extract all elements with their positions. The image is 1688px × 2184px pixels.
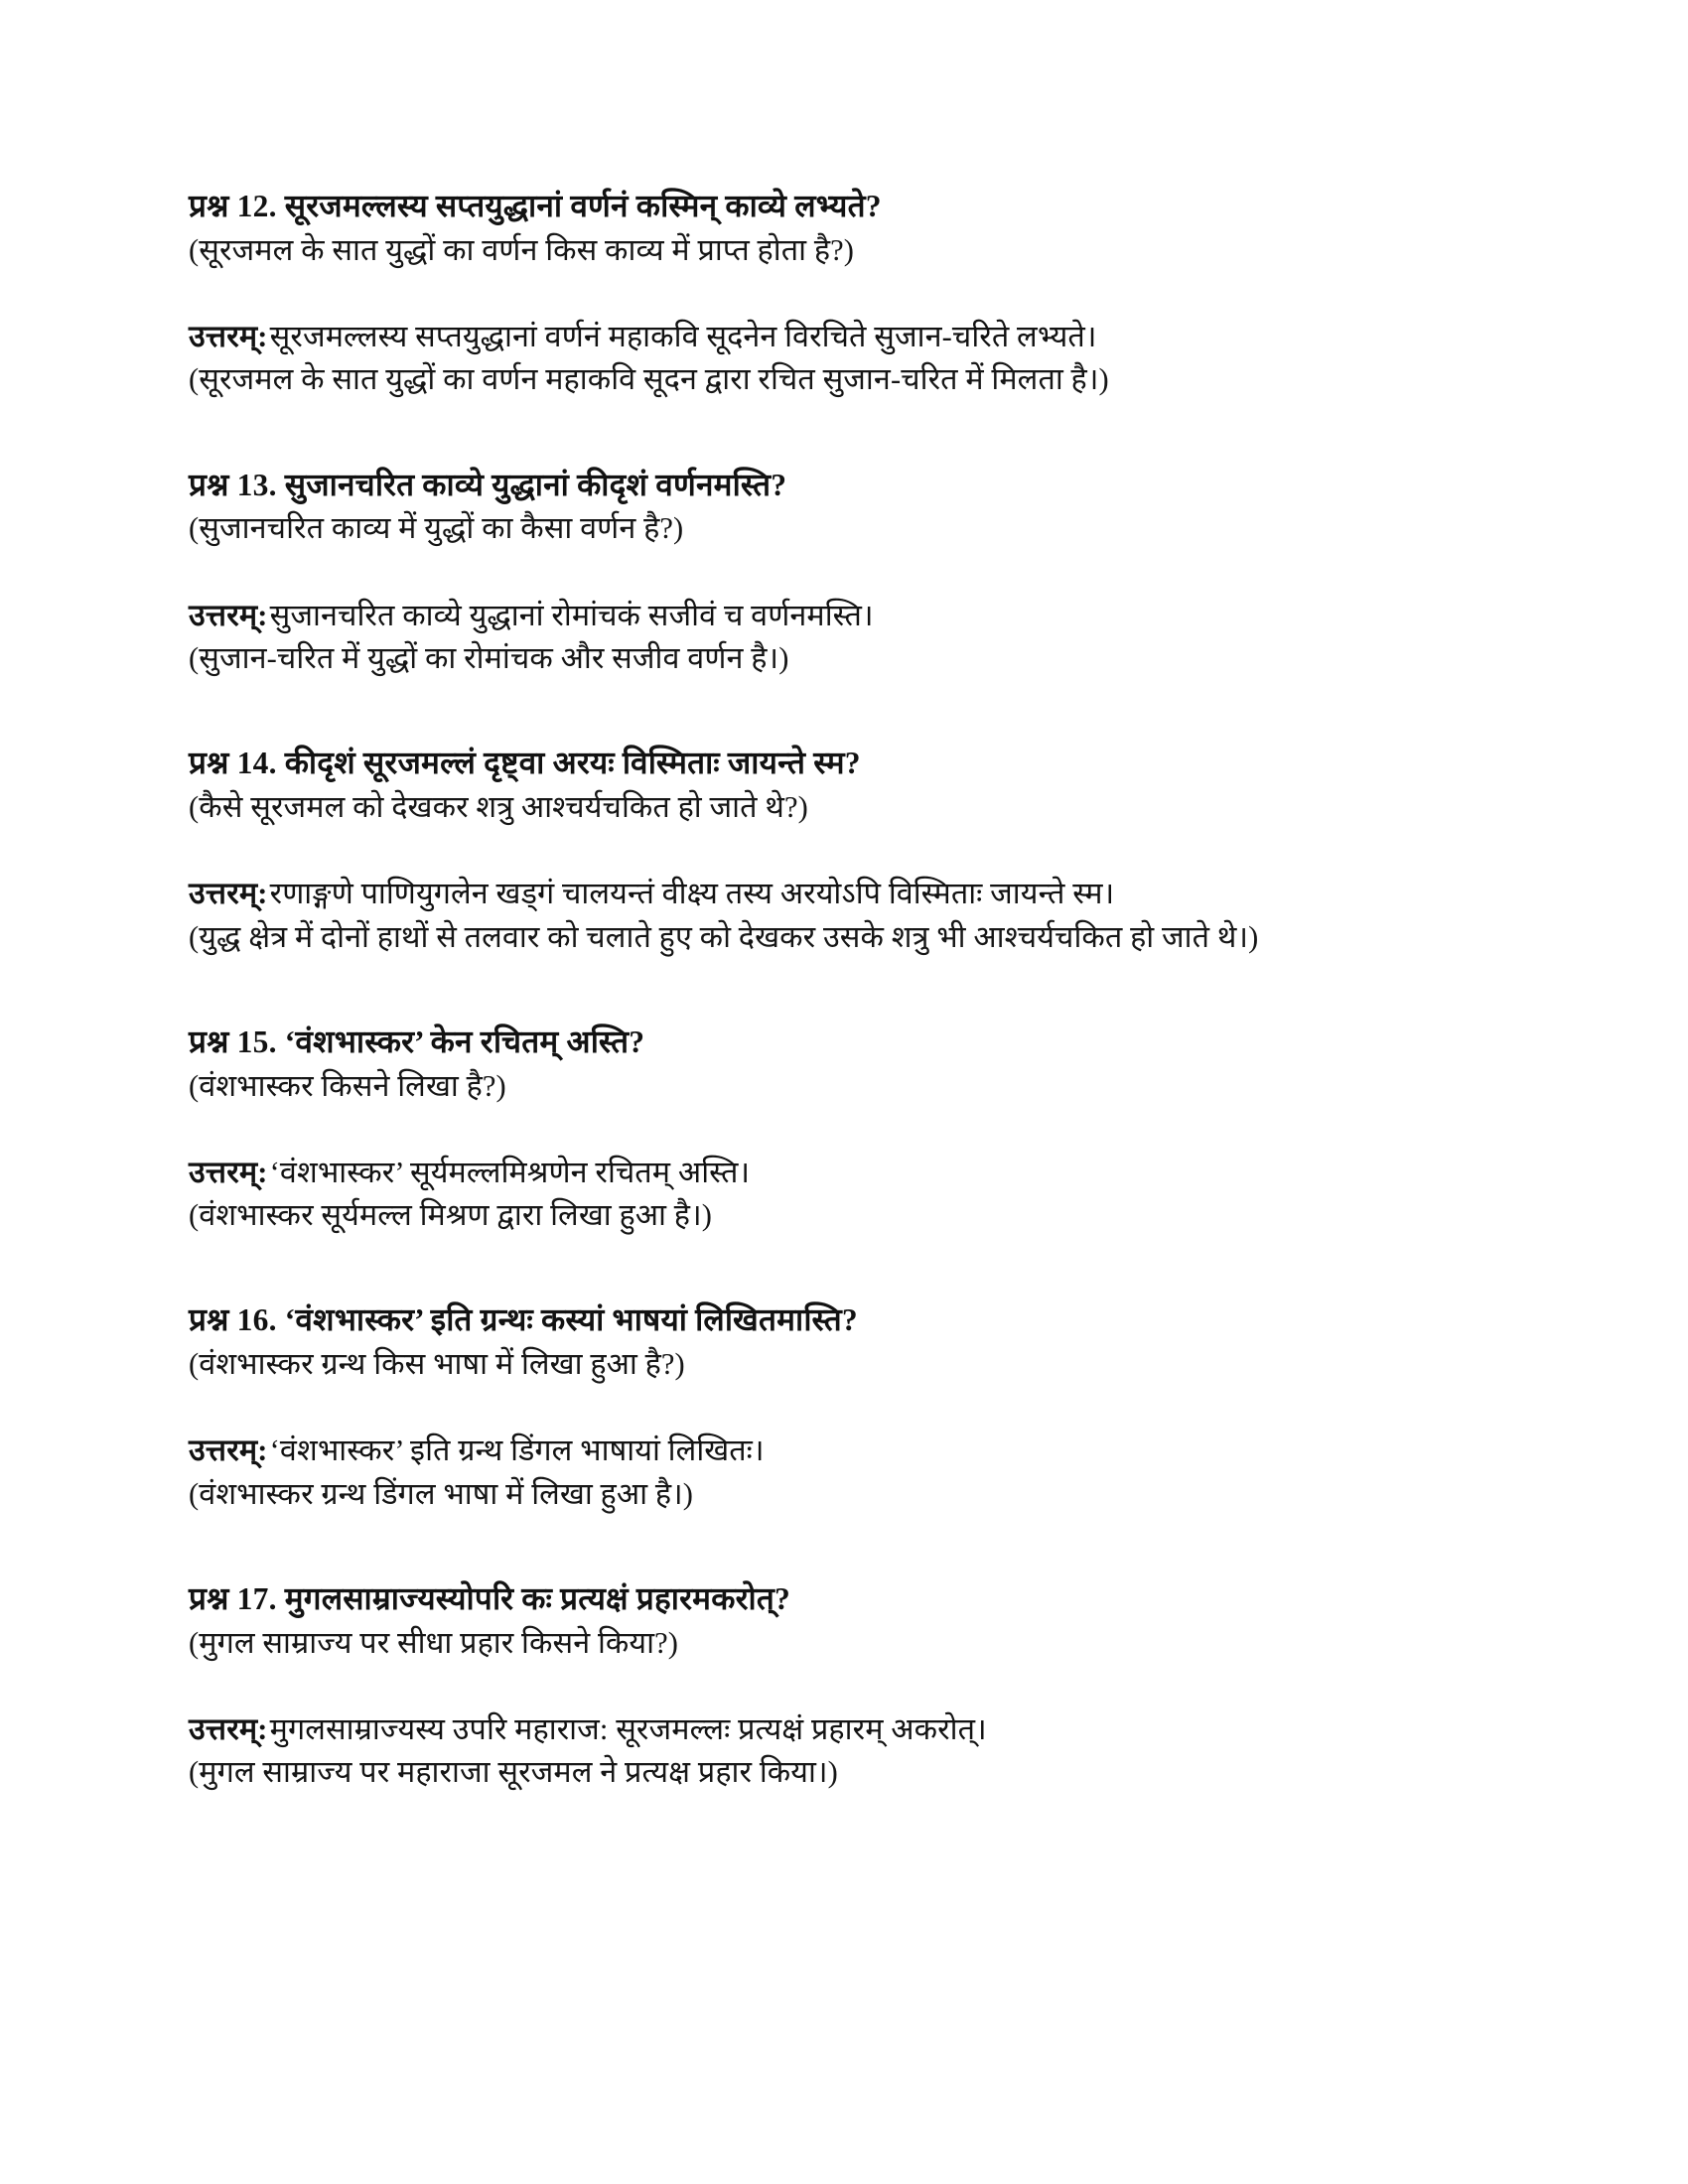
answer-translation: (युद्ध क्षेत्र में दोनों हाथों से तलवार को चलाते हुए को देखकर उसके शत्रु भी आश्चर्यचकित हो जाते थे।) [189,919,1259,954]
answer-translation: (सुजान-चरित में युद्धों का रोमांचक और सजीव वर्णन है।) [189,640,789,675]
answer-line [189,1430,1509,1472]
answer-translation: (वंशभास्कर सूर्यमल्ल मिश्रण द्वारा लिखा हुआ है।) [189,1198,712,1233]
answer-group [189,316,1509,402]
question-group [189,464,1509,551]
question-group [189,185,1509,272]
qa-block [189,1021,1509,1238]
question-group [189,1021,1509,1108]
answer-line [189,316,1509,358]
answer-line [189,1708,1509,1751]
question-translation: (वंशभास्कर ग्रन्थ किस भाषा में लिखा हुआ है?) [189,1347,685,1382]
qa-block [189,1298,1509,1516]
question-translation: (कैसे सूरजमल को देखकर शत्रु आश्चर्यचकित हो जाते थे?) [189,789,808,824]
question-text: प्रश्न 16. ‘वंशभास्कर’ इति ग्रन्थः कस्यां भाषयां लिखितमास्ति? [189,1302,858,1338]
question-text: प्रश्न 14. कीदृशं सूरजमल्लं दृष्ट्वा अरयः विस्मिताः जायन्ते स्म? [189,746,861,781]
answer-line [189,595,1509,637]
answer-label: उत्तरम्: [189,1433,268,1468]
question-group [189,1577,1509,1665]
answer-translation: (मुगल साम्राज्य पर महाराजा सूरजमल ने प्रत्यक्ष प्रहार किया।) [189,1755,838,1790]
answer-translation: (वंशभास्कर ग्रन्थ डिंगल भाषा में लिखा हुआ है।) [189,1476,694,1511]
answer-label: उत्तरम्: [189,1712,268,1747]
answer-line [189,873,1509,915]
answer-text: सूरजमल्लस्य सप्तयुद्धानां वर्णनं महाकवि सूदनेन विरचिते सुजान-चरिते लभ्यते। [269,320,1097,354]
answer-group [189,873,1509,959]
question-group [189,742,1509,829]
question-translation: (सुजानचरित काव्य में युद्धों का कैसा वर्णन है?) [189,511,684,546]
question-group [189,1298,1509,1386]
qa-list [189,185,1509,1795]
question-text: प्रश्न 13. सुजानचरित काव्ये युद्धानां कीदृशं वर्णनमस्ति? [189,467,787,502]
question-translation: (वंशभास्कर किसने लिखा है?) [189,1068,506,1103]
qa-block [189,1577,1509,1795]
question-text: प्रश्न 12. सूरजमल्लस्य सप्तयुद्धानां वर्णनं कस्मिन् काव्ये लभ्यते? [189,189,882,223]
answer-text: रणाङ्गणे पाणियुगलेन खड्गं चालयन्तं वीक्ष्य तस्य अरयोऽपि विस्मिताः जायन्ते स्म। [269,877,1115,911]
question-text: प्रश्न 17. मुगलसाम्राज्यस्योपरि कः प्रत्यक्षं प्रहारमकरोत्? [189,1581,790,1617]
qa-block [189,185,1509,402]
answer-group [189,1430,1509,1516]
answer-label: उत्तरम्: [189,877,268,911]
answer-text: सुजानचरित काव्ये युद्धानां रोमांचकं सजीवं च वर्णनमस्ति। [269,598,874,632]
question-text: प्रश्न 15. ‘वंशभास्कर’ केन रचितम् अस्ति? [189,1024,645,1059]
answer-label: उत्तरम्: [189,320,268,354]
answer-group [189,595,1509,681]
question-translation: (मुगल साम्राज्य पर सीधा प्रहार किसने किया?) [189,1625,678,1660]
answer-translation: (सूरजमल के सात युद्धों का वर्णन महाकवि सूदन द्वारा रचित सुजान-चरित में मिलता है।) [189,362,1109,397]
question-translation: (सूरजमल के सात युद्धों का वर्णन किस काव्य में प्राप्त होता है?) [189,232,855,267]
answer-label: उत्तरम्: [189,1155,268,1189]
answer-text: ‘वंशभास्कर’ इति ग्रन्थ डिंगल भाषायां लिखितः। [269,1433,765,1468]
qa-block [189,742,1509,959]
answer-text: ‘वंशभास्कर’ सूर्यमल्लमिश्रणेन रचितम् अस्ति। [269,1155,751,1189]
answer-line [189,1152,1509,1194]
answer-group [189,1152,1509,1238]
answer-group [189,1708,1509,1795]
answer-text: मुगलसाम्राज्यस्य उपरि महाराज: सूरजमल्लः प्रत्यक्षं प्रहारम् अकरोत्। [269,1712,987,1747]
qa-block [189,464,1509,681]
answer-label: उत्तरम्: [189,598,268,632]
